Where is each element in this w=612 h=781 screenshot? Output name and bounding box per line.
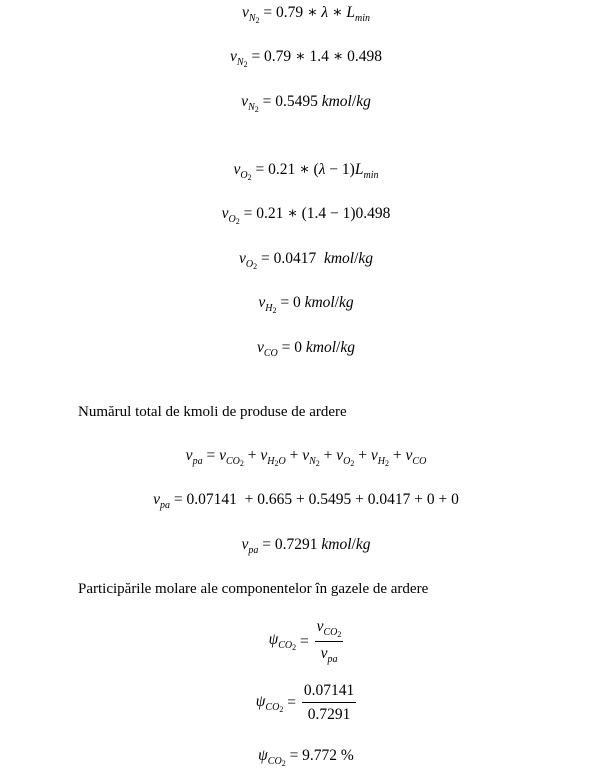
- equation-psi-co2-substitution: $\psi_{CO_2}$ = $\frac{0.07141}{0.7291}$: [255, 682, 355, 723]
- equation-o2-result: $\nu_{O_2} = 0.0417$ kmol/kg: [238, 250, 374, 271]
- equation-n2-substitution: $\nu_{N_2} = 0.79$ ∗ 1.4 ∗ 0.498: [230, 48, 382, 69]
- equation-o2-formula: $\nu_{O_2} = 0.21$ ∗ $(\lambda - 1)L_{min}$: [233, 161, 379, 182]
- paragraph-total-moles: Numărul total de kmoli de produse de ardere: [78, 404, 347, 420]
- equation-psi-co2-result: $\psi_{CO_2} = 9.772$ %: [258, 747, 354, 768]
- equation-total-substitution: $\nu_{pa} = 0.07141 + 0.665 + 0.5495 + 0.0417 + 0 + 0$: [153, 491, 459, 511]
- equation-psi-co2-formula: $\psi_{CO_2}$ = $\frac{\nu_{CO_2}}{\nu_{pa}}$: [268, 618, 342, 665]
- equation-o2-substitution: $\nu_{O_2} = 0.21$ ∗ (1.4 − 1)0.498: [221, 205, 391, 226]
- equation-n2-result: $\nu_{N_2} = 0.5495$ kmol/kg: [241, 93, 371, 114]
- equation-total-result: $\nu_{pa} = 0.7291$ kmol/kg: [241, 536, 371, 556]
- equation-co-result: $\nu_{CO} = 0$ kmol/kg: [256, 339, 355, 359]
- equation-total-formula: $\nu_{pa} = \nu_{CO_2} + \nu_{H_2O} + \nu_{N_2} + \nu_{O_2} + \nu_{H_2} + \nu_{CO}$: [185, 447, 427, 468]
- paragraph-molar-fractions: Participările molare ale componentelor în gazele de ardere: [78, 581, 429, 597]
- equation-h2-result: $\nu_{H_2} = 0$ kmol/kg: [258, 294, 354, 315]
- equation-n2-formula: $\nu_{N_2} = 0.79$ ∗ λ ∗ $L_{min}$: [241, 4, 371, 25]
